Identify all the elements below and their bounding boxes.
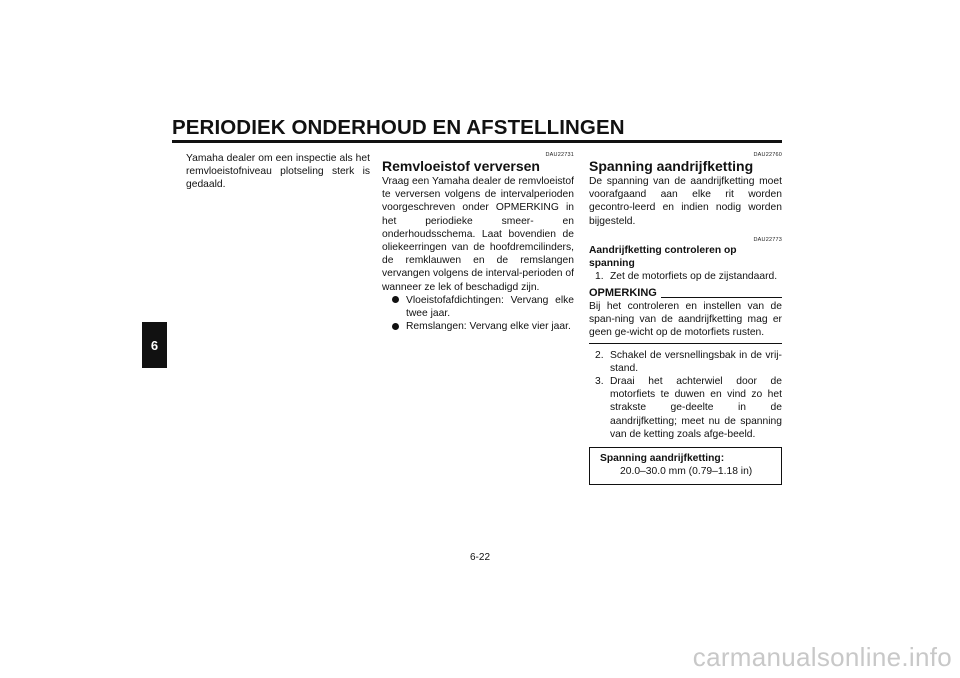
replacement-list [382, 294, 574, 334]
list-item-text: Remslangen: Vervang elke vier jaar. [406, 321, 571, 333]
step-text: Zet de motorfiets op de zijstandaard. [610, 270, 778, 282]
title-rule [172, 140, 782, 143]
step-number: 3. [595, 376, 604, 388]
chain-slack-paragraph: De spanning van de aandrijfketting moet voorafgaand aan elke rit worden gecontro-leerd en indien nodig worden bijgesteld. [589, 176, 782, 227]
note-end-rule [589, 343, 782, 344]
brake-fluid-paragraph: Vraag een Yamaha dealer de remvloeistof te verversen volgens de intervalperioden voorgeschreven onder OPMERKING in het periodieke smeer- en onderhoudsschema. Laat bovendien de oliekeerringen van de hoofdremcilinders, de remklauwen en de remslangen vervangen volgens de interval-perioden of wanneer ze lek of beschadigd zijn. [382, 176, 574, 293]
section-heading-brake-fluid: Remvloeistof verversen [382, 158, 540, 174]
bullet-icon [392, 296, 399, 303]
note-label: OPMERKING [589, 287, 657, 300]
step-item [589, 349, 782, 375]
watermark: carmanualsonline.info [692, 642, 952, 672]
step-item [589, 375, 782, 441]
chapter-tab: 6 [142, 322, 167, 368]
page-number: 6-22 [469, 552, 490, 563]
list-item [382, 320, 574, 333]
spec-label: Spanning aandrijfketting: [600, 453, 725, 465]
subsection-heading: Aandrijfketting controleren op spanning [589, 244, 737, 269]
subsection-code: DAU22773 [753, 236, 782, 243]
step-number: 1. [595, 270, 604, 282]
note-heading [589, 287, 782, 300]
step-number: 2. [595, 349, 604, 361]
page-title: PERIODIEK ONDERHOUD EN AFSTELLINGEN [172, 116, 625, 139]
brake-fluid-level-paragraph: Yamaha dealer om een inspectie als het remvloeistofniveau plotseling sterk is gedaald. [186, 153, 370, 191]
list-item [382, 294, 574, 320]
bullet-icon [392, 323, 399, 330]
steps-list-2 [589, 349, 782, 441]
column-3 [589, 152, 782, 485]
column-2 [382, 152, 574, 333]
step-text: Draai het achterwiel door de motorfiets te duwen en vind zo het strakste ge-deelte in de aandrijfketting; meet nu de spanning van de ketting zoals afge-beeld. [610, 376, 782, 440]
note-rule [661, 297, 782, 298]
spec-value: 20.0–30.0 mm (0.79–1.18 in) [620, 466, 753, 478]
spec-box [589, 447, 782, 485]
column-1 [186, 152, 370, 192]
step-text: Schakel de versnellingsbak in de vrij-stand. [610, 349, 782, 374]
list-item-text: Vloeistofafdichtingen: Vervang elke twee jaar. [406, 294, 574, 320]
section-code: DAU22731 [545, 152, 574, 158]
section-code: DAU22760 [753, 152, 782, 158]
section-heading-chain-slack: Spanning aandrijfketting [589, 158, 754, 174]
step-item [589, 270, 782, 283]
steps-list-1 [589, 270, 782, 283]
note-text: Bij het controleren en instellen van de span-ning van de aandrijfketting mag er geen ge-wicht op de motorfiets rusten. [589, 301, 782, 339]
